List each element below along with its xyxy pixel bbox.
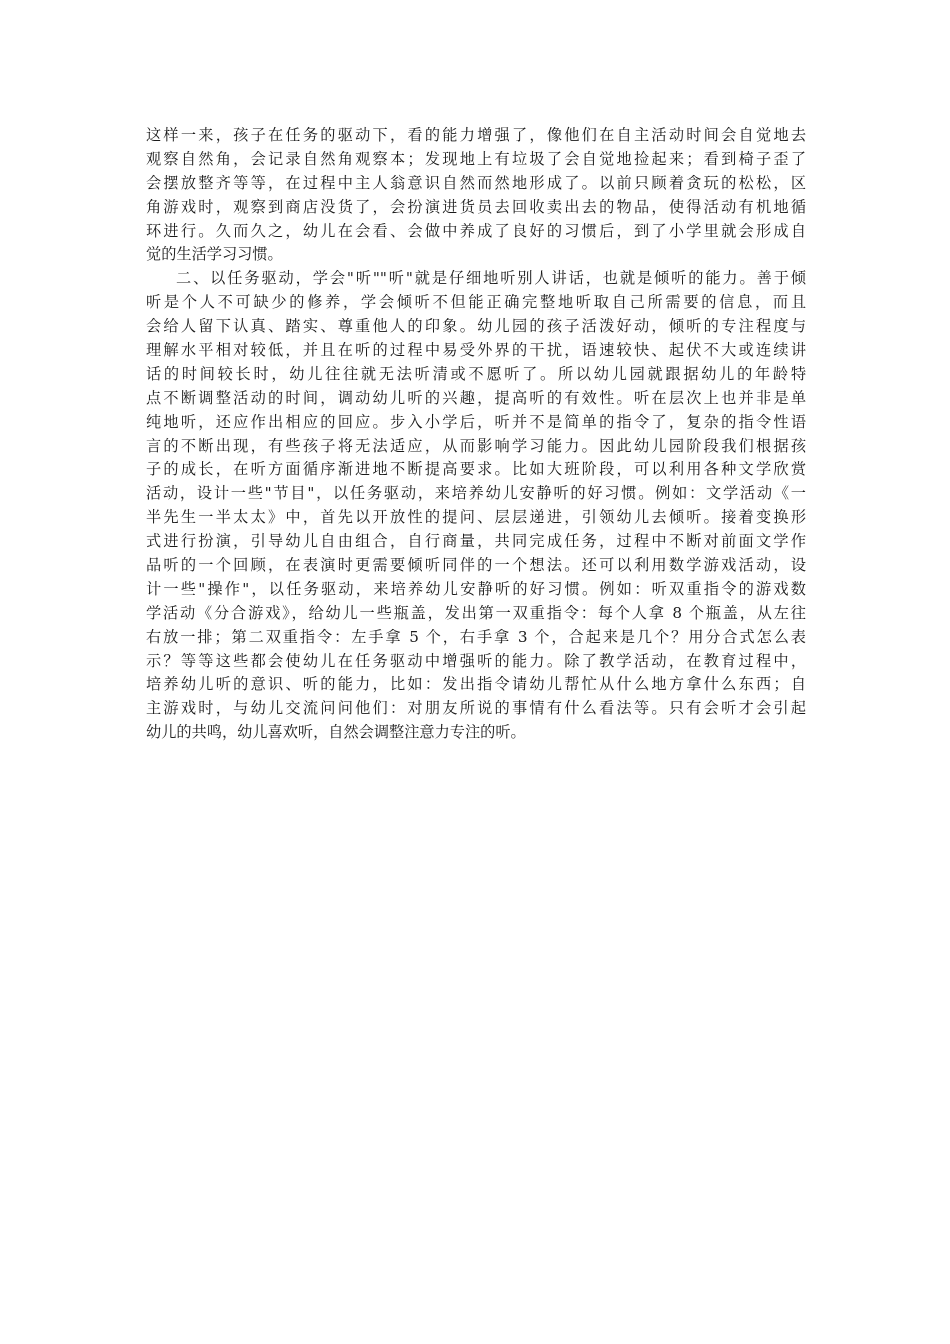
text-line: 言的不断出现，有些孩子将无法适应，从而影响学习能力。因此幼儿园阶段我们根据孩 <box>146 436 806 455</box>
text-line: 示？等等这些都会使幼儿在任务驱动中增强听的能力。除了教学活动，在教育过程中， <box>146 651 806 670</box>
text-line: 式进行扮演，引导幼儿自由组合，自行商量，共同完成任务，过程中不断对前面文学作 <box>146 532 806 551</box>
text-line: 这样一来，孩子在任务的驱动下，看的能力增强了，像他们在自主活动时间会自觉地去 <box>146 126 806 144</box>
text-line: 计一些"操作"，以任务驱动，来培养幼儿安静听的好习惯。例如：听双重指令的游戏数 <box>146 579 806 598</box>
text-line: 角游戏时，观察到商店没货了，会扮演进货员去回收卖出去的物品，使得活动有机地循 <box>146 197 806 216</box>
text-line: 半先生一半太太》中，首先以开放性的提问、层层递进，引领幼儿去倾听。接着变换形 <box>146 508 806 527</box>
text-line: 幼儿的共鸣，幼儿喜欢听，自然会调整注意力专注的听。 <box>146 723 526 742</box>
text-line: 活动，设计一些"节目"，以任务驱动，来培养幼儿安静听的好习惯。例如：文学活动《一 <box>146 484 806 503</box>
text-line: 学活动《分合游戏》，给幼儿一些瓶盖，发出第一双重指令：每个人拿 8 个瓶盖，从左往 <box>146 603 806 622</box>
text-line: 主游戏时，与幼儿交流问问他们：对朋友所说的事情有什么看法等。只有会听才会引起 <box>146 699 806 718</box>
text-line: 二、以任务驱动，学会"听""听"就是仔细地听别人讲话，也就是倾听的能力。善于倾 <box>176 269 806 288</box>
text-line: 环进行。久而久之，幼儿在会看、会做中养成了良好的习惯后，到了小学里就会形成自 <box>146 221 806 240</box>
document-body <box>146 124 806 745</box>
text-line: 纯地听，还应作出相应的回应。步入小学后，听并不是简单的指令了，复杂的指令性语 <box>146 412 806 431</box>
paragraph-2 <box>146 267 806 745</box>
text-line: 品听的一个回顾，在表演时更需要倾听同伴的一个想法。还可以利用数学游戏活动，设 <box>146 556 806 575</box>
text-line: 右放一排；第二双重指令：左手拿 5 个，右手拿 3 个，合起来是几个？用分合式怎么表 <box>146 627 806 646</box>
text-line: 观察自然角，会记录自然角观察本；发现地上有垃圾了会自觉地捡起来；看到椅子歪了 <box>146 149 806 168</box>
paragraph-1 <box>146 124 806 267</box>
text-line: 觉的生活学习习惯。 <box>146 245 283 264</box>
text-line: 会摆放整齐等等，在过程中主人翁意识自然而然地形成了。以前只顾着贪玩的松松，区 <box>146 173 806 192</box>
text-line: 话的时间较长时，幼儿往往就无法听清或不愿听了。所以幼儿园就跟据幼儿的年龄特 <box>146 364 806 383</box>
text-line: 点不断调整活动的时间，调动幼儿听的兴趣，提高听的有效性。听在层次上也并非是单 <box>146 388 806 407</box>
text-line: 理解水平相对较低，并且在听的过程中易受外界的干扰，语速较快、起伏不大或连续讲 <box>146 341 806 360</box>
text-line: 会给人留下认真、踏实、尊重他人的印象。幼儿园的孩子活泼好动，倾听的专注程度与 <box>146 317 806 336</box>
text-line: 培养幼儿听的意识、听的能力，比如：发出指令请幼儿帮忙从什么地方拿什么东西；自 <box>146 675 806 694</box>
text-line: 听是个人不可缺少的修养，学会倾听不但能正确完整地听取自己所需要的信息，而且 <box>146 293 806 312</box>
text-line: 子的成长，在听方面循序渐进地不断提高要求。比如大班阶段，可以利用各种文学欣赏 <box>146 460 806 479</box>
